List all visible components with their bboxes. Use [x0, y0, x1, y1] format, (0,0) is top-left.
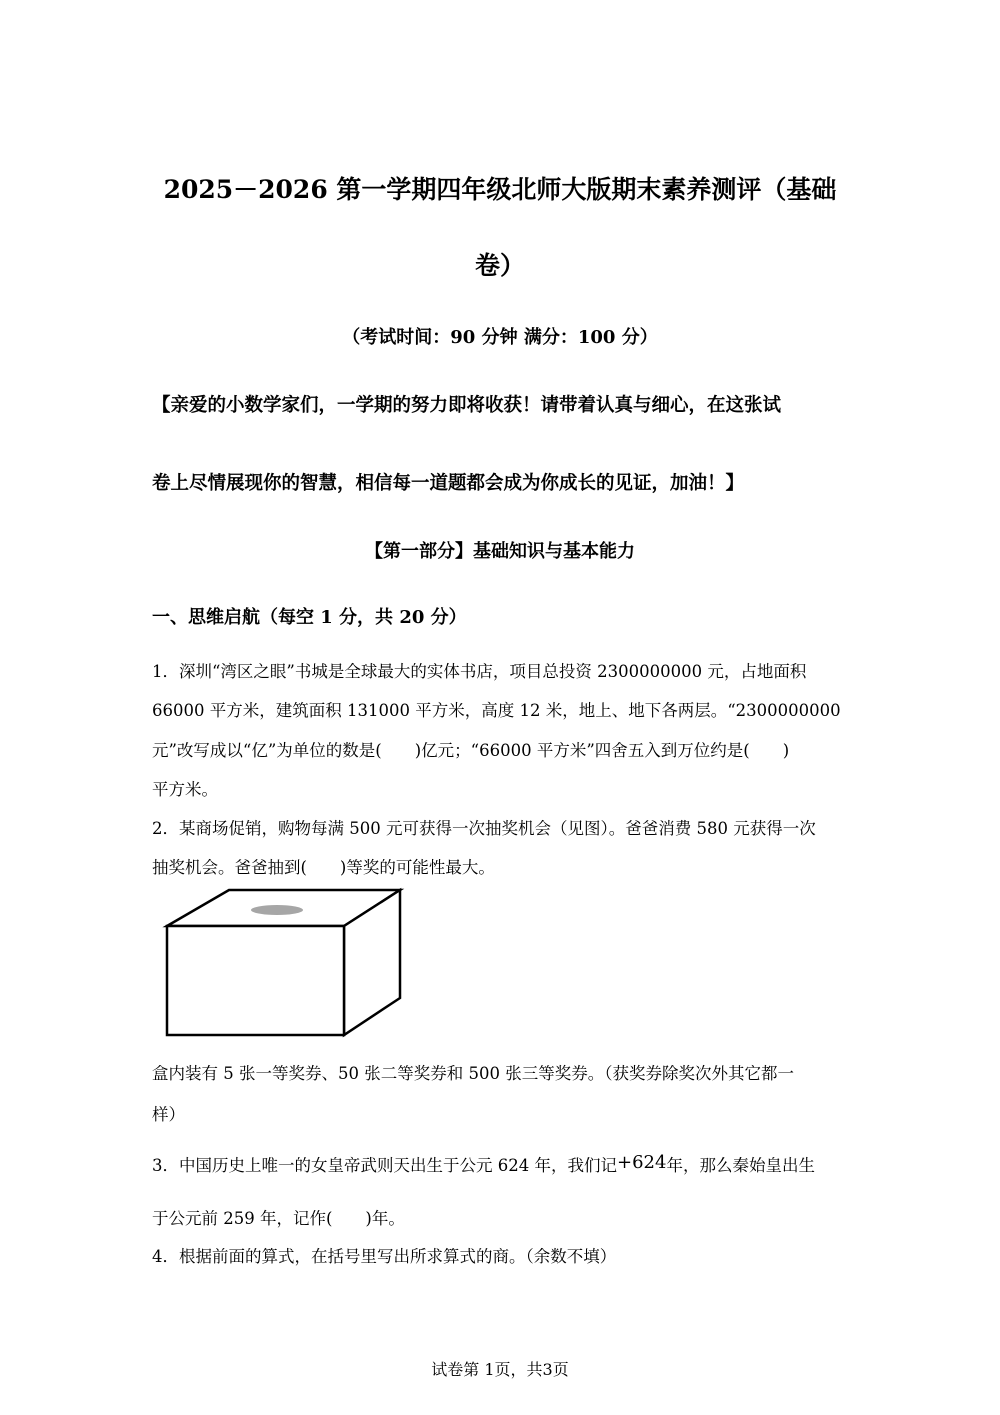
intro-line2: 卷上尽情展现你的智慧，相信每一道题都会成为你成长的见证，加油！】 [152, 473, 745, 494]
box-slot-opening [251, 905, 303, 915]
q2-caption-line2: 样） [152, 1105, 185, 1124]
q2-line1: 2．某商场促销，购物每满 500 元可获得一次抽奖机会（见图）。爸爸消费 580 元获得一次 [152, 819, 816, 838]
page-footer: 试卷第 1页，共3页 [431, 1360, 569, 1379]
part-heading: 【第一部分】基础知识与基本能力 [365, 541, 635, 562]
box-front-face [167, 926, 344, 1035]
lottery-box-illustration [160, 884, 410, 1044]
section-heading: 一、思维启航（每空 1 分，共 20 分） [152, 607, 467, 628]
q1-line4: 平方米。 [152, 780, 218, 799]
exam-info: （考试时间：90 分钟 满分：100 分） [342, 327, 658, 348]
q4-line1: 4．根据前面的算式，在括号里写出所求算式的商。（余数不填） [152, 1247, 617, 1266]
q1-line3: 元”改写成以“亿”为单位的数是( )亿元；“66000 平方米”四舍五入到万位约是( ) [152, 741, 790, 760]
q2-line2: 抽奖机会。爸爸抽到( )等奖的可能性最大。 [152, 858, 495, 877]
q3-signed-number: +624 [616, 1152, 667, 1173]
q1-line1: 1．深圳“湾区之眼”书城是全球最大的实体书店，项目总投资 2300000000 元，占地面积 [152, 662, 807, 681]
q3-line1-text-a: 3．中国历史上唯一的女皇帝武则天出生于公元 624 年，我们记 [152, 1156, 617, 1175]
q3-line1-text-c: 年，那么秦始皇出生 [666, 1156, 815, 1175]
intro-line1: 【亲爱的小数学家们，一学期的努力即将收获！请带着认真与细心，在这张试 [152, 395, 782, 416]
q2-caption-line1: 盒内装有 5 张一等奖券、50 张二等奖券和 500 张三等奖券。（获奖券除奖次外其它都一 [152, 1064, 794, 1083]
q1-line2: 66000 平方米，建筑面积 131000 平方米，高度 12 米，地上、地下各两层。“2300000000 [152, 701, 841, 720]
q3-line2: 于公元前 259 年，记作( )年。 [152, 1209, 405, 1228]
exam-title-line2: 卷） [474, 251, 525, 280]
exam-title-line1: 2025－2026 第一学期四年级北师大版期末素养测评（基础 [163, 175, 837, 204]
q3-line1 [152, 1152, 815, 1176]
